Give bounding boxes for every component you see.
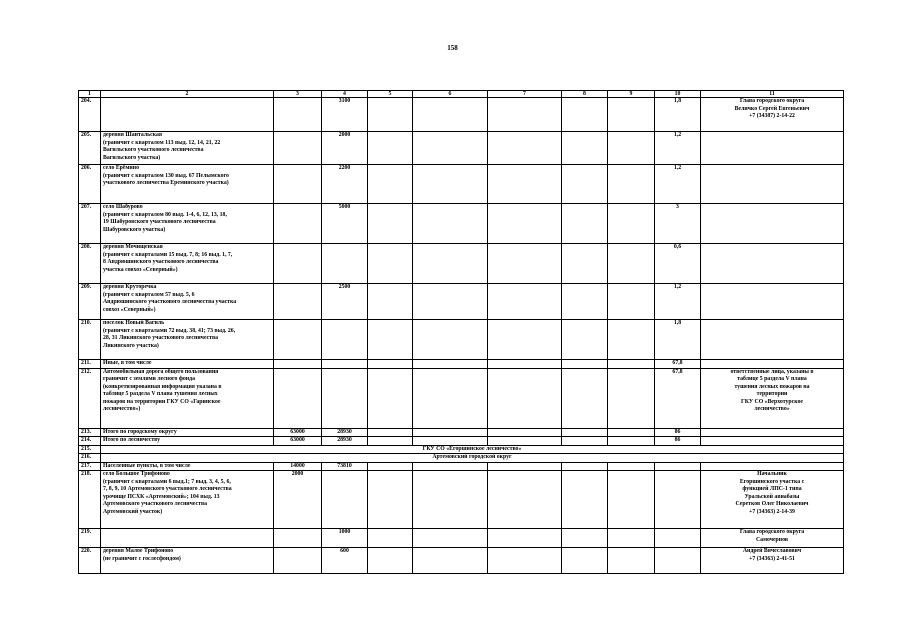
cell-contact: Глава городского округа Самочернов: [701, 529, 844, 548]
cell-col6: [413, 360, 488, 369]
cell-col6: [413, 548, 488, 574]
section-row: [79, 454, 844, 463]
col-header: 2: [101, 91, 274, 98]
row-number: 210.: [79, 320, 101, 360]
cell-col4: 2500: [322, 284, 368, 320]
cell-col3: [274, 284, 322, 320]
cell-col4: 5000: [322, 204, 368, 244]
col-header: 11: [701, 91, 844, 98]
row-number: 204.: [79, 98, 101, 132]
cell-col5: [368, 529, 413, 548]
cell-col3: [274, 529, 322, 548]
cell-col7: [488, 428, 562, 437]
row-number: 205.: [79, 132, 101, 165]
cell-col9: [608, 462, 655, 471]
table-row: [79, 437, 844, 446]
cell-col7: [488, 284, 562, 320]
cell-col6: [413, 204, 488, 244]
col-header: 10: [655, 91, 701, 98]
cell-col9: [608, 320, 655, 360]
cell-col5: [368, 165, 413, 204]
cell-col9: [608, 165, 655, 204]
cell-col8: [562, 132, 608, 165]
table-row: [79, 132, 844, 165]
cell-description: Итого по городскому округу: [101, 428, 274, 437]
col-header: 5: [368, 91, 413, 98]
cell-col8: [562, 437, 608, 446]
cell-col3: 63000: [274, 428, 322, 437]
cell-description: Иные, в том числе: [101, 360, 274, 369]
cell-col5: [368, 471, 413, 529]
cell-col7: [488, 437, 562, 446]
table-row: [79, 98, 844, 132]
col-header: 1: [79, 91, 101, 98]
cell-col5: [368, 244, 413, 284]
cell-col6: [413, 320, 488, 360]
cell-contact: [701, 165, 844, 204]
row-number: 212.: [79, 368, 101, 428]
cell-col8: [562, 471, 608, 529]
cell-col7: [488, 368, 562, 428]
cell-col4: 600: [322, 548, 368, 574]
cell-col9: [608, 244, 655, 284]
cell-col6: [413, 244, 488, 284]
cell-description: Итого по лесничеству: [101, 437, 274, 446]
cell-col7: [488, 165, 562, 204]
cell-col6: [413, 368, 488, 428]
cell-col9: [608, 529, 655, 548]
cell-col10: [655, 471, 701, 529]
row-number: 213.: [79, 428, 101, 437]
table-row: [79, 320, 844, 360]
table-row: [79, 165, 844, 204]
cell-col6: [413, 98, 488, 132]
cell-description: Населенные пункты, в том числе: [101, 462, 274, 471]
cell-col3: [274, 98, 322, 132]
row-number: 219.: [79, 529, 101, 548]
cell-col10: 1,2: [655, 132, 701, 165]
cell-col5: [368, 320, 413, 360]
table-row: [79, 428, 844, 437]
cell-col3: [274, 244, 322, 284]
cell-description: деревня Шантальская (граничит с кварталом 113 выд. 12, 14, 21, 22 Вагильского участкового лесничества Вагильского участка): [101, 132, 274, 165]
cell-col3: [274, 165, 322, 204]
cell-col10: 1,2: [655, 284, 701, 320]
cell-col7: [488, 529, 562, 548]
row-number: 214.: [79, 437, 101, 446]
cell-col4: 28930: [322, 437, 368, 446]
table-row: [79, 360, 844, 369]
cell-col9: [608, 284, 655, 320]
cell-col4: 1000: [322, 529, 368, 548]
cell-col10: [655, 529, 701, 548]
cell-col8: [562, 462, 608, 471]
col-header: 3: [274, 91, 322, 98]
table-row: [79, 548, 844, 574]
cell-col10: 1,8: [655, 320, 701, 360]
cell-contact: [701, 462, 844, 471]
col-header: 8: [562, 91, 608, 98]
cell-description: село Большое Трифоново (граничит с кварталами 6 выд.1; 7 выд. 3, 4, 5, 6, 7, 8, 9, 10 Артемовского участкового лесничества урочище ПСХК «Артемовский»; 104 выд. 13 Артемовского участкового лесничества Артемовский участок): [101, 471, 274, 529]
cell-col6: [413, 462, 488, 471]
row-number: 209.: [79, 284, 101, 320]
col-header: 4: [322, 91, 368, 98]
row-number: 216.: [79, 454, 101, 463]
cell-col4: [322, 320, 368, 360]
header-row: [79, 91, 844, 98]
cell-contact: [701, 428, 844, 437]
cell-col3: [274, 360, 322, 369]
cell-col8: [562, 548, 608, 574]
cell-col7: [488, 132, 562, 165]
cell-col5: [368, 548, 413, 574]
cell-contact: [701, 244, 844, 284]
table-row: [79, 368, 844, 428]
cell-col6: [413, 165, 488, 204]
col-header: 6: [413, 91, 488, 98]
cell-col6: [413, 428, 488, 437]
cell-col9: [608, 437, 655, 446]
cell-col5: [368, 428, 413, 437]
cell-col5: [368, 360, 413, 369]
cell-col8: [562, 165, 608, 204]
cell-col4: 2200: [322, 165, 368, 204]
fire-plan-table: [78, 90, 844, 574]
cell-col7: [488, 204, 562, 244]
cell-col3: 2000: [274, 471, 322, 529]
cell-col9: [608, 368, 655, 428]
cell-col8: [562, 368, 608, 428]
cell-contact: [701, 284, 844, 320]
cell-col6: [413, 529, 488, 548]
cell-contact: Начальник Егоршинского участка с функцией ЛПС-1 типа Уральской авиабазы Серетков Олег Николаевич +7 (34363) 2-14-39: [701, 471, 844, 529]
table-row: [79, 462, 844, 471]
cell-col10: 3: [655, 204, 701, 244]
cell-description: село Шабурово (граничит с кварталом 80 выд. 1-4, 6, 12, 13, 18, 19 Шабуровского участкового лесничества Шабуровского участка): [101, 204, 274, 244]
section-row: [79, 445, 844, 454]
row-number: 218.: [79, 471, 101, 529]
cell-col3: [274, 368, 322, 428]
cell-col8: [562, 529, 608, 548]
cell-col10: [655, 548, 701, 574]
cell-col9: [608, 204, 655, 244]
cell-description: деревня Мочищенская (граничит с кварталами 15 выд. 7, 8; 16 выд. 1, 7, 8 Андрюшинского участкового лесничества участка совхоз «Северный»): [101, 244, 274, 284]
cell-col5: [368, 437, 413, 446]
section-title: ГКУ СО «Егоршинское лесничество»: [101, 445, 844, 454]
cell-contact: [701, 132, 844, 165]
row-number: 215.: [79, 445, 101, 454]
cell-col8: [562, 360, 608, 369]
cell-description: [101, 98, 274, 132]
cell-col6: [413, 471, 488, 529]
cell-col8: [562, 204, 608, 244]
cell-col4: [322, 360, 368, 369]
cell-col5: [368, 132, 413, 165]
cell-col8: [562, 428, 608, 437]
row-number: 206.: [79, 165, 101, 204]
cell-col5: [368, 284, 413, 320]
cell-col4: [322, 244, 368, 284]
cell-col4: [322, 368, 368, 428]
row-number: 211.: [79, 360, 101, 369]
cell-col3: [274, 320, 322, 360]
cell-col7: [488, 471, 562, 529]
cell-col7: [488, 360, 562, 369]
cell-contact: [701, 320, 844, 360]
cell-description: поселок Новый Вагиль (граничит с кварталами 72 выд. 38, 41; 73 выд. 26, 28, 31 Ликинского участкового лесничества Ликинского участка): [101, 320, 274, 360]
cell-col10: 67,8: [655, 360, 701, 369]
cell-col8: [562, 320, 608, 360]
cell-contact: ответственные лица, указаны в таблице 5 раздела V плана тушения лесных пожаров на территории ГКУ СО «Верхотурское лесничество»: [701, 368, 844, 428]
cell-col8: [562, 244, 608, 284]
cell-col5: [368, 462, 413, 471]
cell-col4: 73810: [322, 462, 368, 471]
cell-col3: 14000: [274, 462, 322, 471]
table-row: [79, 204, 844, 244]
cell-col3: [274, 204, 322, 244]
cell-col8: [562, 284, 608, 320]
cell-contact: Андрей Вячеславович +7 (34363) 2-41-51: [701, 548, 844, 574]
cell-col10: 1,8: [655, 98, 701, 132]
cell-col5: [368, 204, 413, 244]
cell-col7: [488, 548, 562, 574]
section-title: Артемовский городской округ: [101, 454, 844, 463]
cell-col10: [655, 462, 701, 471]
row-number: 220.: [79, 548, 101, 574]
col-header: 7: [488, 91, 562, 98]
cell-col9: [608, 428, 655, 437]
cell-col3: [274, 548, 322, 574]
cell-col10: 1,2: [655, 165, 701, 204]
cell-col9: [608, 471, 655, 529]
cell-col4: 3100: [322, 98, 368, 132]
cell-col10: 0,6: [655, 244, 701, 284]
cell-description: село Ерёмино (граничит с кварталом 130 выд. 67 Пелымского участкового лесничества Ереминского участка): [101, 165, 274, 204]
cell-col6: [413, 437, 488, 446]
cell-description: Автомобильная дорога общего пользования граничит с землями лесного фонда (конкретизированная информация указана в таблице 5 раздела V плана тушения лесных пожаров на территории ГКУ СО «Гаринское лесничество»): [101, 368, 274, 428]
cell-col3: 63000: [274, 437, 322, 446]
cell-col4: 28930: [322, 428, 368, 437]
cell-col4: 2000: [322, 132, 368, 165]
cell-col5: [368, 368, 413, 428]
cell-contact: Глава городского округа Величко Сергей Евгеньевич +7 (34387) 2-14-22: [701, 98, 844, 132]
table-row: [79, 529, 844, 548]
cell-contact: [701, 360, 844, 369]
cell-contact: [701, 204, 844, 244]
cell-col6: [413, 132, 488, 165]
cell-col9: [608, 548, 655, 574]
row-number: 207.: [79, 204, 101, 244]
cell-col7: [488, 98, 562, 132]
cell-description: деревня Круторечка (граничит с кварталом 57 выд. 5, 6 Андрюшинского участкового лесничества участка совхоз «Северный»): [101, 284, 274, 320]
row-number: 208.: [79, 244, 101, 284]
cell-col5: [368, 98, 413, 132]
cell-col10: 67,8: [655, 368, 701, 428]
cell-col6: [413, 284, 488, 320]
cell-description: деревня Малое Трифоново (не граничит с гослесфондом): [101, 548, 274, 574]
page-number: 158: [447, 44, 458, 52]
table-row: [79, 244, 844, 284]
cell-description: [101, 529, 274, 548]
col-header: 9: [608, 91, 655, 98]
table-row: [79, 471, 844, 529]
cell-col7: [488, 462, 562, 471]
cell-col8: [562, 98, 608, 132]
cell-col4: [322, 471, 368, 529]
cell-col10: 86: [655, 437, 701, 446]
cell-col7: [488, 320, 562, 360]
table-row: [79, 284, 844, 320]
row-number: 217.: [79, 462, 101, 471]
cell-col9: [608, 98, 655, 132]
cell-col7: [488, 244, 562, 284]
cell-col3: [274, 132, 322, 165]
cell-col9: [608, 360, 655, 369]
cell-col9: [608, 132, 655, 165]
cell-contact: [701, 437, 844, 446]
cell-col10: 86: [655, 428, 701, 437]
